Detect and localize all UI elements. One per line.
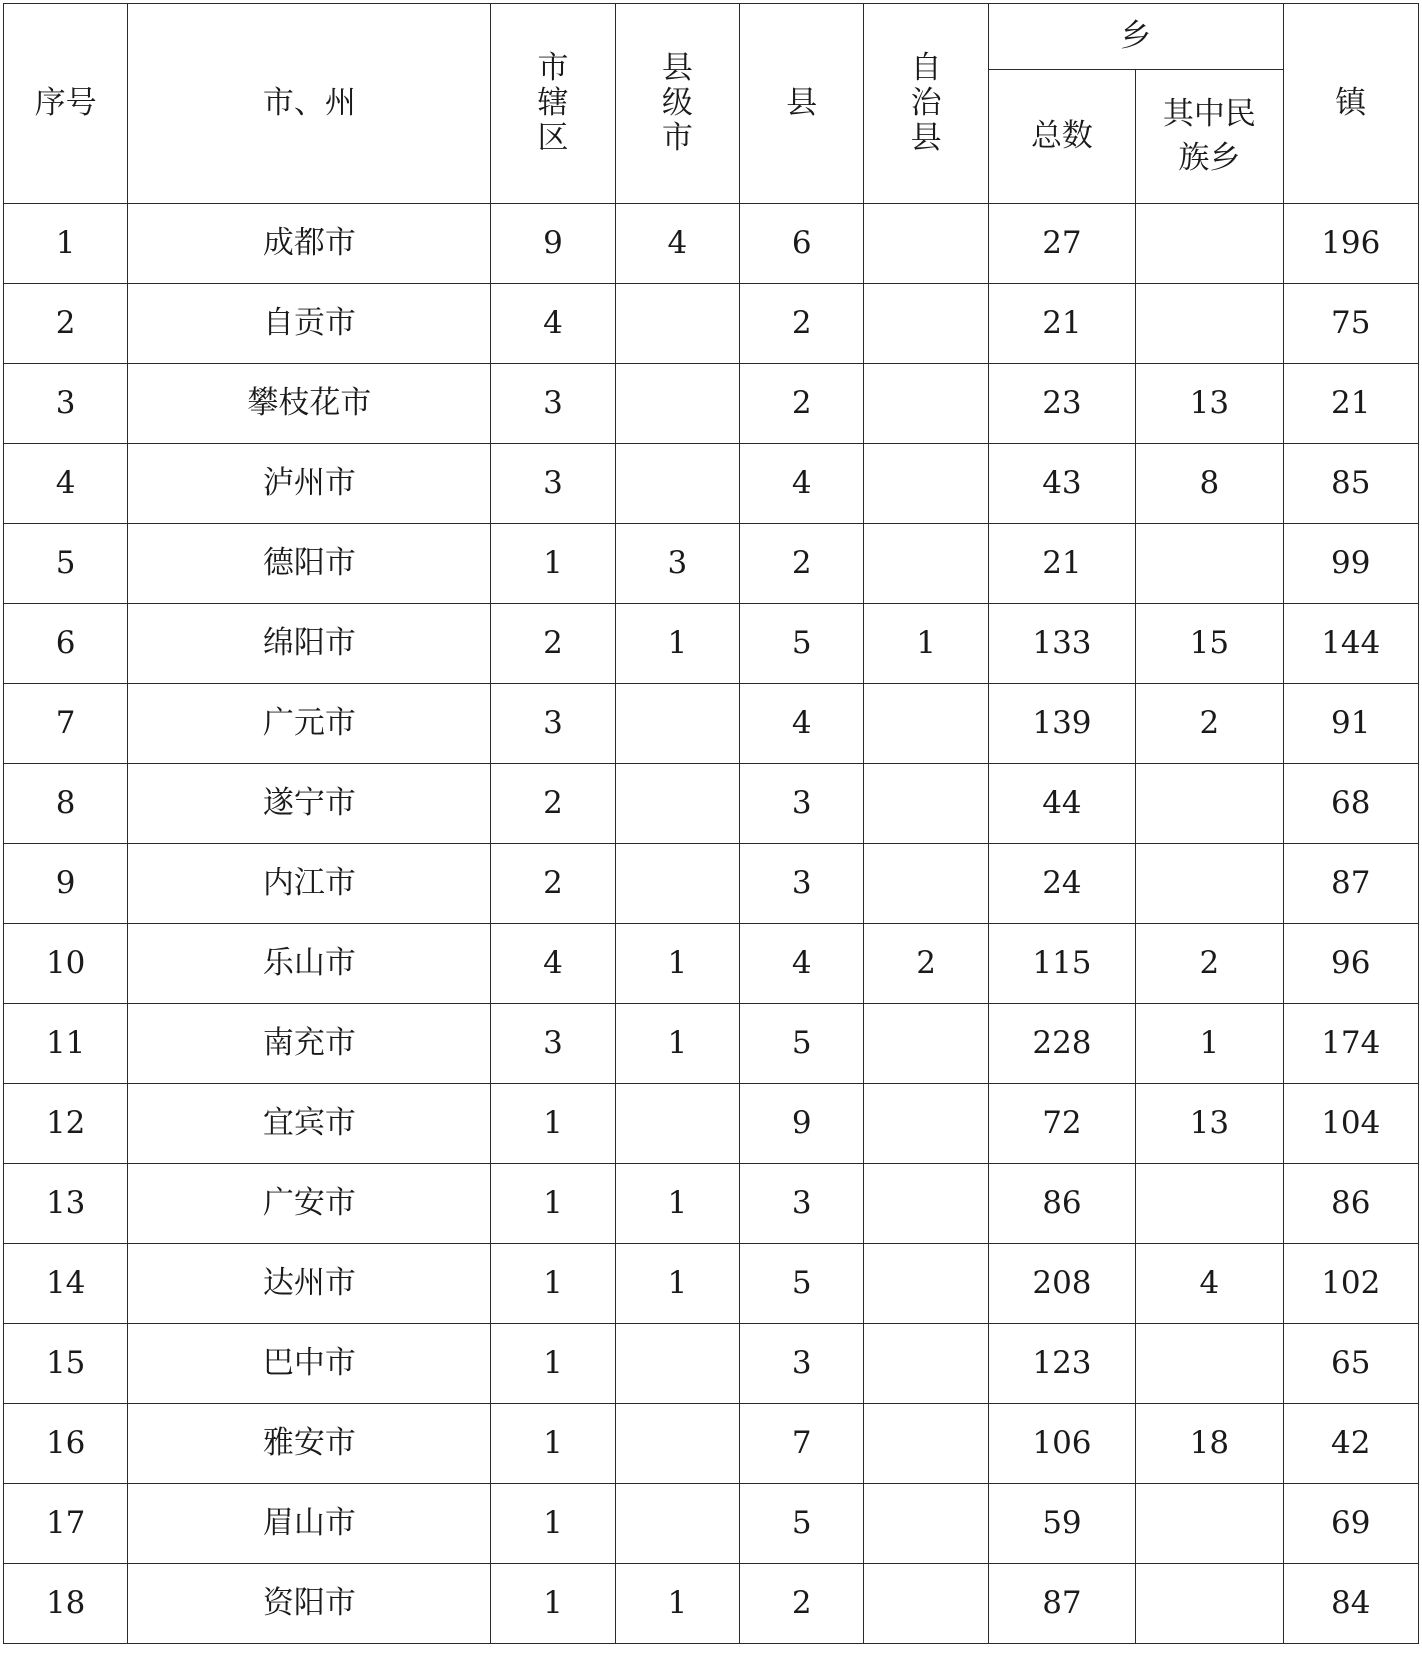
cell-no: 17 bbox=[4, 1484, 128, 1564]
table-row bbox=[4, 1244, 1419, 1324]
cell-no: 7 bbox=[4, 684, 128, 764]
cell-city: 内江市 bbox=[128, 844, 491, 924]
cell-town: 99 bbox=[1283, 524, 1418, 604]
cell-city: 宜宾市 bbox=[128, 1084, 491, 1164]
cell-ethnic-township: 13 bbox=[1136, 1084, 1283, 1164]
cell-district: 3 bbox=[491, 684, 615, 764]
table-row bbox=[4, 844, 1419, 924]
table-row bbox=[4, 924, 1419, 1004]
cell-county: 2 bbox=[740, 364, 864, 444]
cell-no: 16 bbox=[4, 1404, 128, 1484]
cell-district: 2 bbox=[491, 604, 615, 684]
cell-district: 9 bbox=[491, 204, 615, 284]
table-row bbox=[4, 684, 1419, 764]
cell-city: 资阳市 bbox=[128, 1564, 491, 1644]
cell-district: 1 bbox=[491, 1404, 615, 1484]
cell-district: 4 bbox=[491, 924, 615, 1004]
cell-autonomous-county bbox=[864, 1564, 988, 1644]
cell-autonomous-county bbox=[864, 844, 988, 924]
cell-district: 1 bbox=[491, 1324, 615, 1404]
cell-city: 广安市 bbox=[128, 1164, 491, 1244]
cell-township-total: 106 bbox=[988, 1404, 1135, 1484]
table-row bbox=[4, 444, 1419, 524]
cell-no: 18 bbox=[4, 1564, 128, 1644]
cell-autonomous-county: 2 bbox=[864, 924, 988, 1004]
cell-autonomous-county: 1 bbox=[864, 604, 988, 684]
cell-no: 10 bbox=[4, 924, 128, 1004]
table-row bbox=[4, 204, 1419, 284]
cell-county-city bbox=[615, 444, 739, 524]
cell-ethnic-township bbox=[1136, 524, 1283, 604]
cell-township-total: 208 bbox=[988, 1244, 1135, 1324]
cell-county-city: 3 bbox=[615, 524, 739, 604]
cell-county: 5 bbox=[740, 604, 864, 684]
cell-district: 4 bbox=[491, 284, 615, 364]
cell-county: 2 bbox=[740, 1564, 864, 1644]
cell-county: 5 bbox=[740, 1484, 864, 1564]
cell-autonomous-county bbox=[864, 1164, 988, 1244]
cell-county-city bbox=[615, 684, 739, 764]
header-city: 市、州 bbox=[128, 4, 491, 204]
cell-town: 75 bbox=[1283, 284, 1418, 364]
cell-city: 成都市 bbox=[128, 204, 491, 284]
cell-ethnic-township bbox=[1136, 204, 1283, 284]
cell-city: 广元市 bbox=[128, 684, 491, 764]
cell-county: 3 bbox=[740, 764, 864, 844]
cell-county: 7 bbox=[740, 1404, 864, 1484]
table-row bbox=[4, 604, 1419, 684]
cell-county-city: 1 bbox=[615, 924, 739, 1004]
cell-city: 攀枝花市 bbox=[128, 364, 491, 444]
cell-county: 5 bbox=[740, 1244, 864, 1324]
cell-no: 6 bbox=[4, 604, 128, 684]
cell-township-total: 21 bbox=[988, 524, 1135, 604]
cell-county-city: 1 bbox=[615, 1564, 739, 1644]
cell-county: 4 bbox=[740, 444, 864, 524]
cell-county-city: 1 bbox=[615, 1164, 739, 1244]
table-row bbox=[4, 1164, 1419, 1244]
cell-ethnic-township: 8 bbox=[1136, 444, 1283, 524]
cell-district: 2 bbox=[491, 844, 615, 924]
cell-town: 85 bbox=[1283, 444, 1418, 524]
cell-county-city: 1 bbox=[615, 604, 739, 684]
table-row bbox=[4, 764, 1419, 844]
cell-county-city bbox=[615, 364, 739, 444]
cell-city: 自贡市 bbox=[128, 284, 491, 364]
cell-county-city: 4 bbox=[615, 204, 739, 284]
cell-town: 96 bbox=[1283, 924, 1418, 1004]
table-header bbox=[4, 4, 1419, 204]
cell-ethnic-township bbox=[1136, 284, 1283, 364]
cell-township-total: 133 bbox=[988, 604, 1135, 684]
cell-district: 2 bbox=[491, 764, 615, 844]
cell-ethnic-township bbox=[1136, 1564, 1283, 1644]
cell-no: 9 bbox=[4, 844, 128, 924]
cell-city: 达州市 bbox=[128, 1244, 491, 1324]
header-autonomous-county: 自治县 bbox=[864, 4, 988, 204]
cell-township-total: 44 bbox=[988, 764, 1135, 844]
cell-autonomous-county bbox=[864, 524, 988, 604]
cell-no: 12 bbox=[4, 1084, 128, 1164]
cell-town: 102 bbox=[1283, 1244, 1418, 1324]
cell-ethnic-township: 4 bbox=[1136, 1244, 1283, 1324]
cell-ethnic-township: 18 bbox=[1136, 1404, 1283, 1484]
cell-district: 1 bbox=[491, 1164, 615, 1244]
cell-no: 3 bbox=[4, 364, 128, 444]
table-body bbox=[4, 204, 1419, 1644]
cell-autonomous-county bbox=[864, 1324, 988, 1404]
table-row bbox=[4, 1564, 1419, 1644]
cell-ethnic-township bbox=[1136, 844, 1283, 924]
cell-ethnic-township: 1 bbox=[1136, 1004, 1283, 1084]
cell-autonomous-county bbox=[864, 284, 988, 364]
cell-county-city bbox=[615, 844, 739, 924]
cell-county: 3 bbox=[740, 1164, 864, 1244]
cell-no: 13 bbox=[4, 1164, 128, 1244]
table-row bbox=[4, 364, 1419, 444]
cell-city: 泸州市 bbox=[128, 444, 491, 524]
cell-town: 21 bbox=[1283, 364, 1418, 444]
cell-county-city bbox=[615, 1324, 739, 1404]
cell-county: 6 bbox=[740, 204, 864, 284]
cell-autonomous-county bbox=[864, 684, 988, 764]
cell-township-total: 24 bbox=[988, 844, 1135, 924]
cell-ethnic-township: 13 bbox=[1136, 364, 1283, 444]
cell-district: 3 bbox=[491, 364, 615, 444]
cell-no: 15 bbox=[4, 1324, 128, 1404]
cell-county-city bbox=[615, 284, 739, 364]
cell-ethnic-township bbox=[1136, 764, 1283, 844]
table-row bbox=[4, 524, 1419, 604]
cell-town: 86 bbox=[1283, 1164, 1418, 1244]
header-district: 市辖区 bbox=[491, 4, 615, 204]
cell-district: 1 bbox=[491, 524, 615, 604]
cell-town: 65 bbox=[1283, 1324, 1418, 1404]
cell-town: 196 bbox=[1283, 204, 1418, 284]
cell-township-total: 43 bbox=[988, 444, 1135, 524]
cell-town: 104 bbox=[1283, 1084, 1418, 1164]
cell-city: 雅安市 bbox=[128, 1404, 491, 1484]
table-row bbox=[4, 284, 1419, 364]
cell-autonomous-county bbox=[864, 1084, 988, 1164]
cell-county-city bbox=[615, 1084, 739, 1164]
cell-township-total: 21 bbox=[988, 284, 1135, 364]
cell-ethnic-township bbox=[1136, 1484, 1283, 1564]
cell-district: 3 bbox=[491, 444, 615, 524]
cell-district: 1 bbox=[491, 1564, 615, 1644]
cell-township-total: 123 bbox=[988, 1324, 1135, 1404]
cell-no: 5 bbox=[4, 524, 128, 604]
header-county-city: 县级市 bbox=[615, 4, 739, 204]
cell-township-total: 228 bbox=[988, 1004, 1135, 1084]
cell-township-total: 59 bbox=[988, 1484, 1135, 1564]
header-township-total: 总数 bbox=[988, 70, 1135, 204]
cell-no: 4 bbox=[4, 444, 128, 524]
cell-no: 14 bbox=[4, 1244, 128, 1324]
cell-autonomous-county bbox=[864, 1004, 988, 1084]
cell-autonomous-county bbox=[864, 1244, 988, 1324]
cell-county: 5 bbox=[740, 1004, 864, 1084]
cell-ethnic-township: 15 bbox=[1136, 604, 1283, 684]
cell-city: 遂宁市 bbox=[128, 764, 491, 844]
table-row bbox=[4, 1004, 1419, 1084]
table-row bbox=[4, 1404, 1419, 1484]
cell-township-total: 115 bbox=[988, 924, 1135, 1004]
cell-county: 2 bbox=[740, 524, 864, 604]
cell-city: 南充市 bbox=[128, 1004, 491, 1084]
cell-county: 9 bbox=[740, 1084, 864, 1164]
cell-city: 绵阳市 bbox=[128, 604, 491, 684]
cell-township-total: 27 bbox=[988, 204, 1135, 284]
cell-no: 2 bbox=[4, 284, 128, 364]
header-no: 序号 bbox=[4, 4, 128, 204]
cell-county-city: 1 bbox=[615, 1244, 739, 1324]
cell-county-city bbox=[615, 1484, 739, 1564]
cell-autonomous-county bbox=[864, 1484, 988, 1564]
cell-county: 4 bbox=[740, 924, 864, 1004]
cell-ethnic-township bbox=[1136, 1164, 1283, 1244]
cell-town: 87 bbox=[1283, 844, 1418, 924]
cell-city: 眉山市 bbox=[128, 1484, 491, 1564]
cell-no: 1 bbox=[4, 204, 128, 284]
cell-county-city bbox=[615, 1404, 739, 1484]
cell-city: 巴中市 bbox=[128, 1324, 491, 1404]
cell-county: 2 bbox=[740, 284, 864, 364]
table-row bbox=[4, 1484, 1419, 1564]
cell-township-total: 87 bbox=[988, 1564, 1135, 1644]
header-county: 县 bbox=[740, 4, 864, 204]
cell-township-total: 72 bbox=[988, 1084, 1135, 1164]
cell-ethnic-township: 2 bbox=[1136, 684, 1283, 764]
cell-city: 德阳市 bbox=[128, 524, 491, 604]
cell-ethnic-township: 2 bbox=[1136, 924, 1283, 1004]
cell-no: 8 bbox=[4, 764, 128, 844]
cell-township-total: 23 bbox=[988, 364, 1135, 444]
cell-autonomous-county bbox=[864, 444, 988, 524]
table-row bbox=[4, 1084, 1419, 1164]
cell-county-city bbox=[615, 764, 739, 844]
cell-autonomous-county bbox=[864, 1404, 988, 1484]
cell-town: 144 bbox=[1283, 604, 1418, 684]
cell-county: 4 bbox=[740, 684, 864, 764]
cell-city: 乐山市 bbox=[128, 924, 491, 1004]
header-town: 镇 bbox=[1283, 4, 1418, 204]
cell-county-city: 1 bbox=[615, 1004, 739, 1084]
division-statistics-table bbox=[3, 3, 1419, 1644]
cell-ethnic-township bbox=[1136, 1324, 1283, 1404]
header-ethnic-township: 其中民族乡 bbox=[1136, 70, 1283, 204]
table-row bbox=[4, 1324, 1419, 1404]
cell-town: 84 bbox=[1283, 1564, 1418, 1644]
cell-town: 174 bbox=[1283, 1004, 1418, 1084]
cell-autonomous-county bbox=[864, 364, 988, 444]
cell-district: 3 bbox=[491, 1004, 615, 1084]
cell-town: 91 bbox=[1283, 684, 1418, 764]
cell-county: 3 bbox=[740, 844, 864, 924]
cell-town: 69 bbox=[1283, 1484, 1418, 1564]
cell-county: 3 bbox=[740, 1324, 864, 1404]
cell-autonomous-county bbox=[864, 204, 988, 284]
cell-no: 11 bbox=[4, 1004, 128, 1084]
cell-district: 1 bbox=[491, 1484, 615, 1564]
cell-district: 1 bbox=[491, 1244, 615, 1324]
cell-township-total: 139 bbox=[988, 684, 1135, 764]
cell-autonomous-county bbox=[864, 764, 988, 844]
header-township-group: 乡 bbox=[988, 4, 1283, 70]
cell-town: 42 bbox=[1283, 1404, 1418, 1484]
cell-township-total: 86 bbox=[988, 1164, 1135, 1244]
cell-district: 1 bbox=[491, 1084, 615, 1164]
cell-town: 68 bbox=[1283, 764, 1418, 844]
